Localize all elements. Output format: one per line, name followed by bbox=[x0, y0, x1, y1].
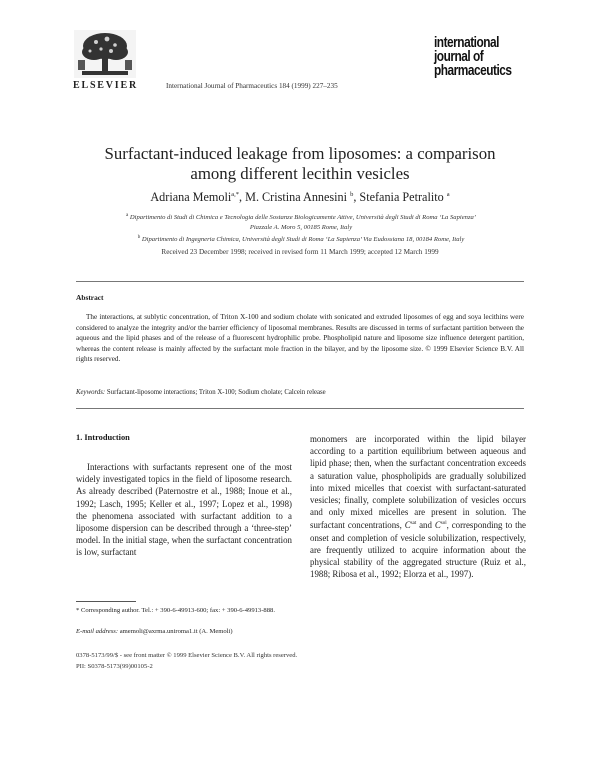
left-column-text: Interactions with surfactants represent one of the most widely investigated topics in the field of liposome research. As already described (Paternostre et al., 1988; Inoue et al., 1992; Lasch, 1995; Keller et al., 1997; Lopez et al., 1998) the phenomena associated with surfactant addition to a liposome dispersion can be described through a ‘three-step’ model. In the initial stage, when the surfactant concentration is low, surfactant bbox=[76, 462, 292, 558]
bottom-divider bbox=[76, 408, 524, 409]
masthead-line-1: international bbox=[434, 35, 499, 51]
author-superscript: a bbox=[446, 190, 450, 198]
affiliation-text: Piazzale A. Moro 5, 00185 Rome, Italy bbox=[249, 224, 353, 232]
corresponding-author-note: * Corresponding author. Tel.: + 390-6-49913-600; fax: + 390-6-49913-888. bbox=[76, 607, 275, 614]
right-column-part-1: monomers are incorporated within the lipid bilayer according to a partition equilibrium between aqueous and lipid phase; then, when the surfactant concentration exceeds a saturation value, phospholipids are gradually solubilized into mixed micelles that coexist with surfactant-saturated vesicles; finally, complete solubilization of vesicles occurs and only mixed micelles are present in solution. The surfactant concentrations, bbox=[310, 434, 526, 531]
keywords-line bbox=[76, 389, 326, 396]
masthead-line-2: journal of bbox=[434, 49, 484, 65]
email-note bbox=[76, 627, 294, 637]
article-title bbox=[60, 144, 540, 184]
section-heading: 1. Introduction bbox=[76, 433, 130, 442]
masthead-line-3: pharmaceutics bbox=[434, 63, 512, 79]
affiliation-text: Dipartimento di Ingegneria Chimica, Università degli Studi di Roma ‘La Sapienza’ Via Eudossiana 18, 00184 Rome, Italy bbox=[141, 236, 465, 244]
journal-reference: International Journal of Pharmaceutics 184 (1999) 227–235 bbox=[166, 82, 338, 90]
email-value: amemoli@axrma.uniroma1.it (A. Memoli) bbox=[118, 628, 233, 635]
c-symbol: C bbox=[434, 520, 441, 531]
affiliation-marker: b bbox=[137, 235, 141, 240]
author-list bbox=[60, 190, 540, 205]
author-name: , Stefania Petralito bbox=[353, 190, 444, 204]
journal-masthead bbox=[434, 36, 524, 78]
abstract-text: The interactions, at sublytic concentration, of Triton X-100 and sodium cholate with sonicated and extruded liposomes of egg and soya lecithins were considered to analyze the integrity and/or the barrier efficiency of liposomal membranes. Results are discussed in terms of surfactant partition between the aqueous and the lipid phases and of the release of a fluorescent hydrophilic probe. Phospholipid nature and liposome size influence detergent partition, whereas the content release is mainly affected by the surfactant mole fraction in the bilayer, and by the liposome size. © 1999 Elsevier Science B.V. All rights reserved. bbox=[76, 313, 524, 364]
c-sat-superscript: sat bbox=[410, 521, 417, 527]
email-label: E-mail address: bbox=[76, 628, 119, 635]
affiliation-b bbox=[70, 233, 532, 245]
affiliation-text: Dipartimento di Studi di Chimica e Tecnologia delle Sostanze Biologicamente Attive, Università degli Studi di Roma ‘La Sapienza’ bbox=[129, 214, 477, 222]
affiliation-marker: a bbox=[125, 213, 129, 218]
elsevier-tree-logo bbox=[74, 30, 136, 78]
affiliation-a bbox=[70, 211, 532, 233]
author-superscript: a,* bbox=[231, 190, 240, 198]
author-superscript: b bbox=[350, 190, 354, 198]
top-divider bbox=[76, 281, 524, 282]
right-column-text bbox=[310, 433, 526, 580]
received-dates: Received 23 December 1998; received in revised form 11 March 1999; accepted 12 March 1999 bbox=[161, 248, 439, 256]
c-sol-superscript: sol bbox=[440, 521, 447, 527]
author-name: Adriana Memoli bbox=[150, 190, 232, 204]
author-name: , M. Cristina Annesini bbox=[239, 190, 348, 204]
c-symbol: C bbox=[404, 520, 411, 531]
keywords-label: Keywords: bbox=[76, 389, 106, 396]
publisher-name: ELSEVIER bbox=[73, 80, 138, 91]
title-line-2: among different lecithin vesicles bbox=[190, 164, 410, 183]
keywords-text: Surfactant-liposome interactions; Triton X-100; Sodium cholate; Calcein release bbox=[106, 389, 326, 396]
issn-line: 0378-5173/99/$ - see front matter © 1999 Elsevier Science B.V. All rights reserved. bbox=[76, 652, 298, 659]
pii-line: PII: S0378-5173(99)00105-2 bbox=[76, 663, 153, 670]
footnote-divider bbox=[76, 601, 136, 602]
title-line-1: Surfactant-induced leakage from liposomes: a comparison bbox=[104, 144, 496, 163]
and-word: and bbox=[416, 520, 435, 531]
right-column-part-2: , corresponding to the onset and completion of vesicle solubilization, respectively, are frequently utilized to acquire information about the physical stability of the aggregated structure (Ruiz et al., 1988; Ribosa et al., 1992; Elorza et al., 1997). bbox=[310, 520, 526, 580]
abstract-heading: Abstract bbox=[76, 293, 104, 302]
